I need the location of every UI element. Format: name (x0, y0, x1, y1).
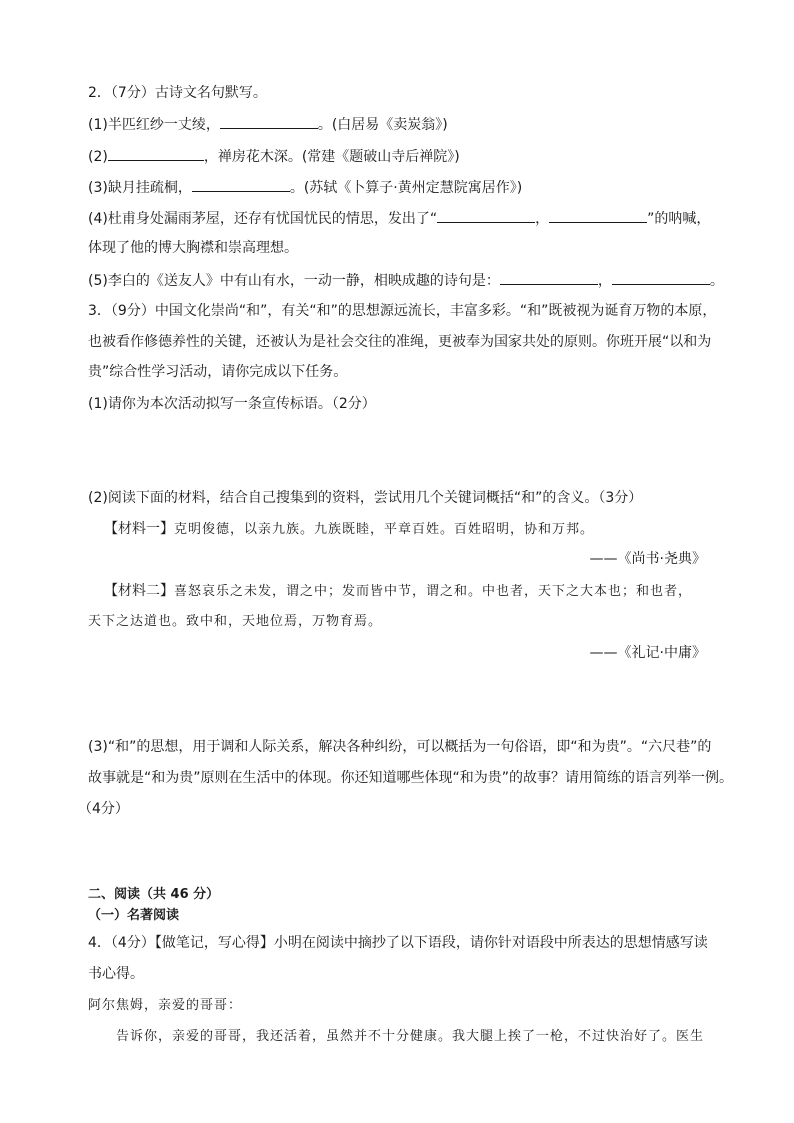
letter-greeting: 阿尔焦姆，亲爱的哥哥： (88, 998, 243, 1013)
q2-item-1-source: 。(白居易《卖炭翁》) (317, 117, 448, 133)
q3-intro-line-1: 3．（9分）中国文化崇尚“和”，有关“和”的思想源远流长，丰富多彩。“和”既被视为诞育万物的本原， (88, 303, 717, 319)
q3-task-3-score: （4分） (78, 801, 129, 817)
answer-blank[interactable] (549, 208, 647, 223)
q2-item-3-prefix: (3)缺月挂疏桐， (88, 180, 192, 196)
q3-intro-line-2: 也被看作修德养性的关键，还被认为是社会交往的准绳，更被奉为国家共处的原则。你班开展“以和为 (88, 334, 712, 350)
q2-item-3 (88, 177, 522, 198)
q4-line-1: 4．（4分）【做笔记，写心得】小明在阅读中摘抄了以下语段，请你针对语段中所表达的思想情感写读 (88, 935, 708, 951)
material-2 (104, 581, 692, 602)
q2-item-5-suffix: 。 (709, 273, 724, 289)
answer-blank[interactable] (500, 270, 598, 285)
material-1 (104, 519, 594, 540)
material-2-text-continued: 天下之达道也。致中和，天地位焉，万物育焉。 (88, 614, 383, 629)
answer-blank[interactable] (612, 270, 710, 285)
q3-task-1: (1)请你为本次活动拟写一条宣传标语。（2分） (88, 396, 376, 412)
q2-item-1 (88, 114, 448, 135)
q2-item-4-suffix: ”的呐喊， (647, 211, 711, 227)
q2-item-5 (88, 270, 724, 291)
section-heading: 二、阅读（共 46 分） (88, 887, 220, 902)
subsection-heading: （一）名著阅读 (88, 908, 180, 923)
material-2-source: ——《礼记·中庸》 (589, 645, 706, 661)
q2-title: 2．（7分）古诗文名句默写。 (88, 85, 267, 101)
letter-body: 告诉你，亲爱的哥哥，我还活着，虽然并不十分健康。我大腿上挨了一枪，不过快治好了。医生 (116, 1029, 705, 1044)
q2-item-5-comma: ， (597, 273, 612, 289)
answer-blank[interactable] (192, 177, 290, 192)
q2-item-3-source: 。(苏轼《卜算子·黄州定慧院寓居作》) (289, 180, 523, 196)
q2-item-4-prefix: (4)杜甫身处漏雨茅屋，还存有忧国忧民的情思，发出了“ (88, 211, 438, 227)
q3-task-3-line-2: 故事就是“和为贵”原则在生活中的体现。你还知道哪些体现“和为贵”的故事？请用简练的语言列举一例。 (88, 770, 734, 786)
q2-item-4-continued: 体现了他的博大胸襟和崇高理想。 (88, 240, 298, 256)
material-2-label: 【材料二】 (104, 583, 174, 599)
material-1-label: 【材料一】 (104, 521, 174, 537)
answer-blank[interactable] (437, 208, 535, 223)
material-1-text: 克明俊德，以亲九族。九族既睦，平章百姓。百姓昭明，协和万邦。 (174, 522, 595, 537)
q2-item-2-prefix: (2) (88, 149, 108, 165)
q3-task-2: (2)阅读下面的材料，结合自己搜集到的资料，尝试用几个关键词概括“和”的含义。（3分） (88, 490, 643, 506)
q2-item-2 (88, 146, 460, 167)
material-2-text: 喜怒哀乐之未发，谓之中；发而皆中节，谓之和。中也者，天下之大本也；和也者， (174, 584, 693, 599)
q2-item-1-prefix: (1)半匹红纱一丈绫， (88, 117, 220, 133)
material-1-source: ——《尚书·尧典》 (589, 551, 706, 567)
answer-blank[interactable] (108, 146, 204, 161)
q3-task-3-line-1: (3)“和”的思想，用于调和人际关系，解决各种纠纷，可以概括为一句俗语，即“和为贵”。“六尺巷”的 (88, 739, 712, 755)
q2-item-5-prefix: (5)李白的《送友人》中有山有水，一动一静，相映成趣的诗句是： (88, 273, 500, 289)
q2-item-4-comma: ， (535, 211, 550, 227)
q2-item-4 (88, 208, 710, 229)
q3-intro-line-3: 贵”综合性学习活动，请你完成以下任务。 (88, 364, 348, 380)
q2-item-2-source: ，禅房花木深。(常建《题破山寺后禅院》) (203, 149, 460, 165)
answer-blank[interactable] (220, 114, 318, 129)
q4-line-2: 书心得。 (88, 966, 144, 982)
